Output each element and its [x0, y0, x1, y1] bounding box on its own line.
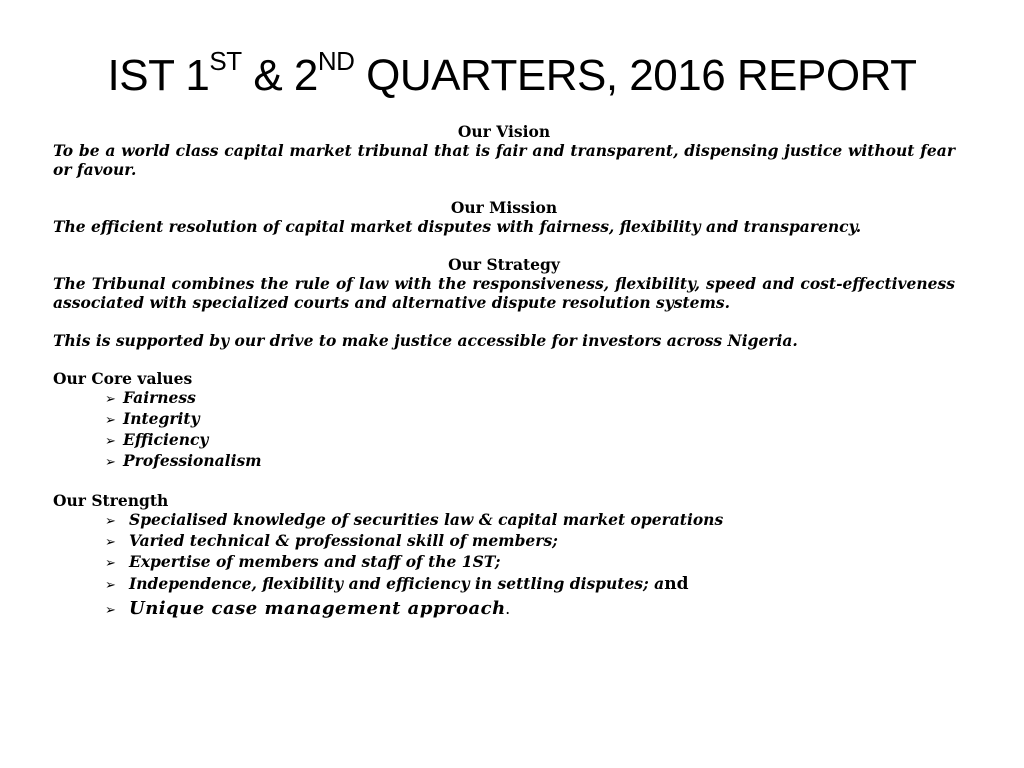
strength-list [53, 510, 955, 623]
list-item [105, 388, 955, 409]
vision-text: To be a world class capital market tribunal that is fair and transparent, dispensing justice without fear or favour. [53, 141, 955, 179]
list-item [105, 451, 955, 472]
spacer [53, 236, 955, 255]
report-content [53, 122, 955, 623]
list-item [105, 597, 955, 623]
strategy-support-text: This is supported by our drive to make justice accessible for investors across Nigeria. [53, 331, 798, 350]
list-item [105, 409, 955, 430]
list-item [105, 573, 955, 597]
core-value-fairness: Fairness [123, 388, 196, 407]
mission-text: The efficient resolution of capital market disputes with fairness, flexibility and transparency. [53, 217, 862, 236]
mission-heading: Our Mission [450, 198, 558, 217]
core-value-efficiency: Efficiency [123, 430, 209, 449]
strategy-text: The Tribunal combines the rule of law with the responsiveness, flexibility, speed and cost-effectiveness associated with specialized courts and alternative dispute resolution systems. [53, 274, 955, 312]
spacer [53, 312, 955, 331]
strength-heading: Our Strength [53, 491, 169, 510]
arrow-bullet-icon: ➢ [105, 392, 116, 407]
title-superscript-st: ST [209, 46, 242, 76]
strength-item-skills: Varied technical & professional skill of members; [129, 531, 558, 550]
title-tail: QUARTERS, 2016 REPORT [354, 51, 917, 100]
list-item [105, 552, 955, 573]
title-superscript-nd: ND [317, 46, 355, 76]
arrow-bullet-icon: ➢ [105, 434, 116, 449]
spacer [53, 350, 955, 369]
arrow-bullet-icon: ➢ [105, 455, 116, 470]
list-item [105, 430, 955, 451]
strength-item-knowledge: Specialised knowledge of securities law & capital market operations [129, 510, 724, 529]
list-item [105, 510, 955, 531]
core-values-heading: Our Core values [53, 369, 193, 388]
list-item [105, 531, 955, 552]
title-main: IST 1 [107, 51, 210, 100]
strategy-heading: Our Strategy [448, 255, 560, 274]
core-value-professionalism: Professionalism [123, 451, 262, 470]
vision-heading: Our Vision [457, 122, 551, 141]
spacer [53, 179, 955, 198]
arrow-bullet-icon: ➢ [105, 514, 116, 529]
strength-item-independence-tail: nd [664, 574, 689, 594]
arrow-bullet-icon: ➢ [105, 413, 116, 428]
page-title [0, 44, 1024, 108]
arrow-bullet-icon: ➢ [105, 578, 116, 593]
arrow-bullet-icon: ➢ [105, 556, 116, 571]
core-values-list [53, 388, 955, 472]
strength-item-independence: Independence, flexibility and efficiency in settling disputes; a [129, 574, 665, 593]
arrow-bullet-icon: ➢ [105, 535, 116, 550]
core-value-integrity: Integrity [123, 409, 200, 428]
title-mid: & 2 [241, 51, 318, 100]
strength-item-expertise: Expertise of members and staff of the 1ST; [129, 552, 501, 571]
spacer [53, 472, 955, 491]
arrow-bullet-icon: ➢ [105, 603, 117, 618]
strength-item-case-management: Unique case management approach [129, 598, 506, 619]
strength-item-case-management-tail: . [505, 604, 511, 617]
